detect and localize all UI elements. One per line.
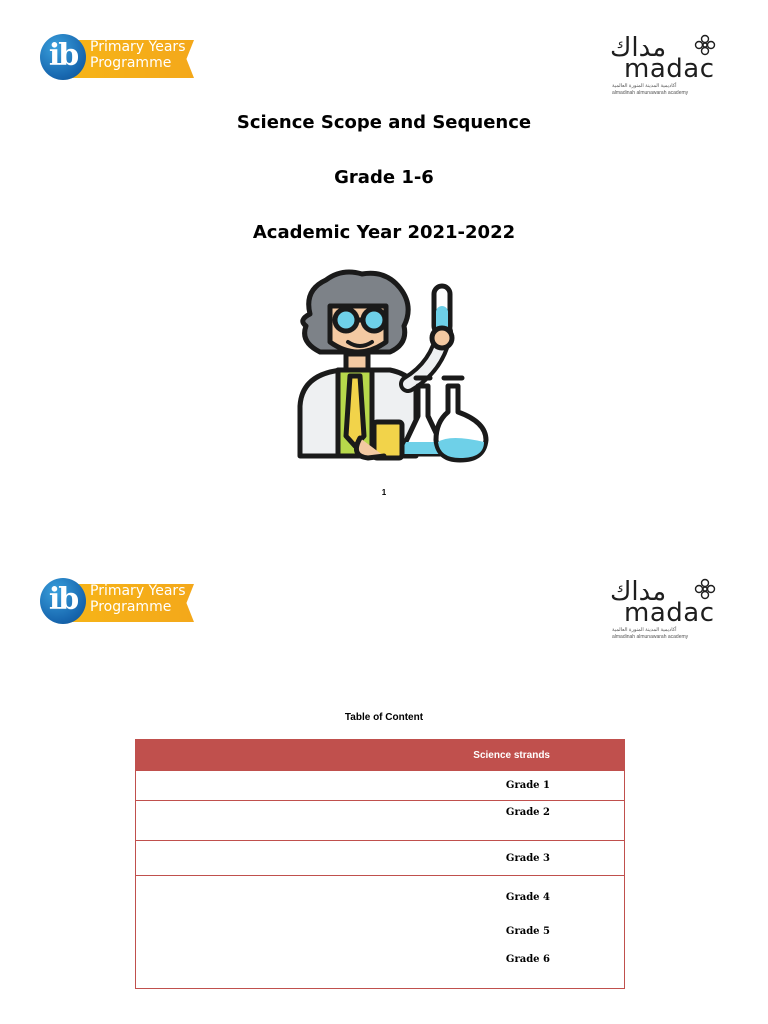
- madac-subtitle-arabic: أكاديمية المدينة المنورة العالمية: [612, 627, 677, 633]
- document-title: Science Scope and Sequence: [236, 112, 532, 133]
- toc-title: Table of Content: [344, 712, 424, 723]
- ib-logo-circle: ib: [40, 578, 86, 624]
- madac-subtitle-arabic: أكاديمية المدينة المنورة العالمية: [612, 83, 677, 89]
- ib-pyp-logo: [40, 34, 200, 82]
- toc-row: [136, 948, 625, 989]
- madac-arabic-text: مداك: [610, 33, 667, 63]
- ib-logo-text: Primary Years Programme: [90, 39, 186, 71]
- toc-cell-grade-1: Grade 1: [136, 771, 625, 801]
- madac-latin-text: madac: [624, 598, 715, 628]
- madac-arabic-text: مداك: [610, 577, 667, 607]
- toc-cell-grade-3: Grade 3: [136, 841, 625, 876]
- toc-row: [136, 801, 625, 841]
- toc-cell-grade-4: Grade 4: [136, 876, 625, 915]
- academic-year: Academic Year 2021-2022: [252, 222, 516, 243]
- scientist-illustration: [290, 266, 495, 468]
- toc-row: [136, 876, 625, 915]
- toc-cell-grade-6: Grade 6: [136, 948, 625, 989]
- ib-pyp-logo: [40, 578, 200, 626]
- toc-table: [135, 739, 625, 989]
- ib-logo-circle: ib: [40, 34, 86, 80]
- page-number: 1: [381, 488, 387, 497]
- ib-logo-text: Primary Years Programme: [90, 583, 186, 615]
- toc-cell-grade-2: Grade 2: [136, 801, 625, 841]
- toc-row: [136, 841, 625, 876]
- flower-icon: [694, 34, 716, 56]
- toc-header-cell: Science strands: [136, 740, 625, 771]
- toc-cell-grade-5: Grade 5: [136, 914, 625, 948]
- madac-logo: [606, 34, 730, 104]
- madac-latin-text: madac: [624, 54, 715, 84]
- flower-icon: [694, 578, 716, 600]
- madac-subtitle-latin: almadinah almunawarah academy: [612, 90, 689, 96]
- madac-subtitle-latin: almadinah almunawarah academy: [612, 634, 689, 640]
- grade-range: Grade 1-6: [334, 167, 434, 188]
- toc-row: [136, 914, 625, 948]
- madac-logo: [606, 578, 730, 648]
- toc-header-row: [136, 740, 625, 771]
- toc-row: [136, 771, 625, 801]
